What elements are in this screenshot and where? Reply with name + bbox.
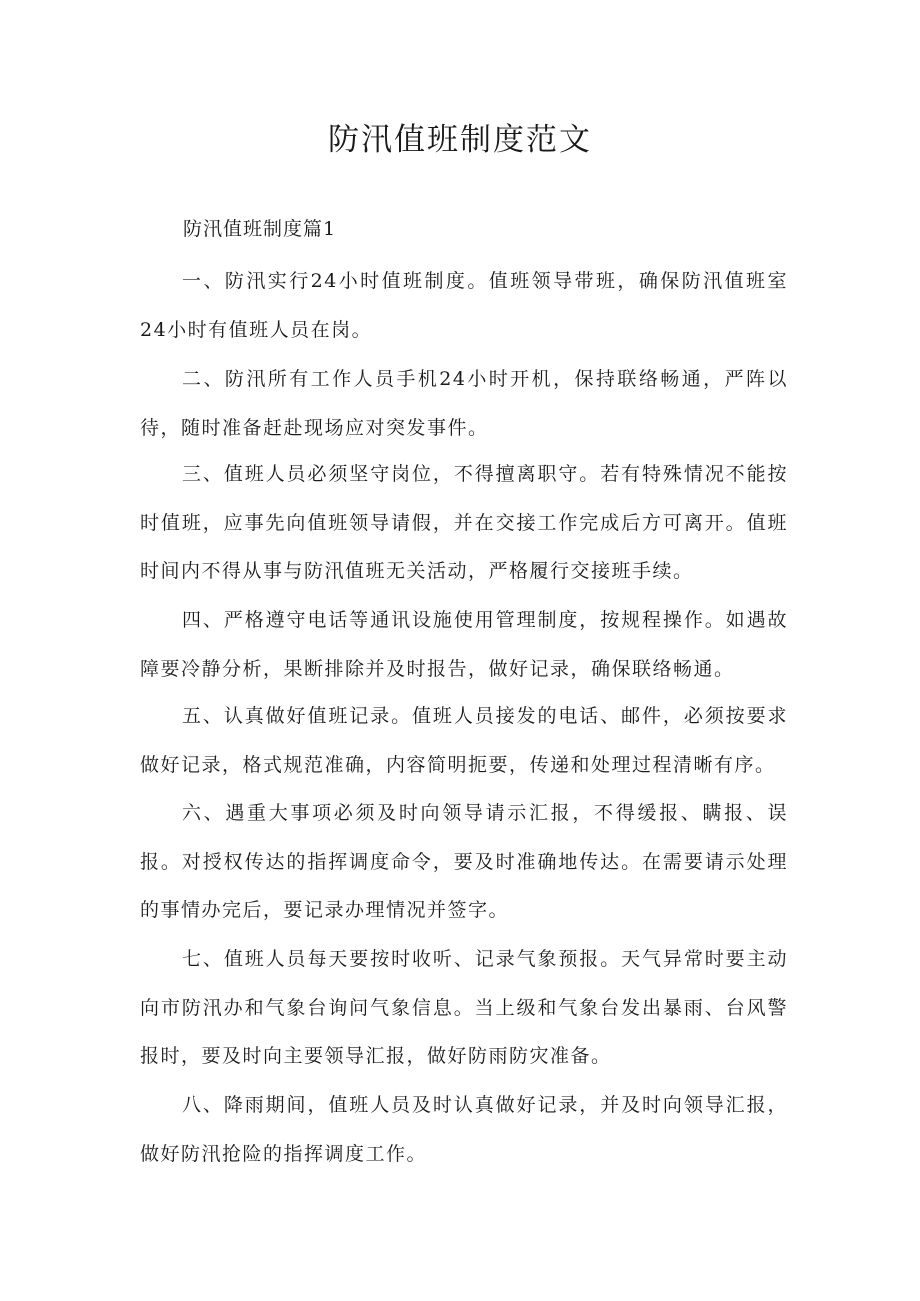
document-title: 防汛值班制度范文 xyxy=(328,122,592,158)
paragraph-6: 六、遇重大事项必须及时向领导请示汇报，不得缓报、瞒报、误报。对授权传达的指挥调度命令，要及时准确地传达。在需要请示处理的事情办完后，要记录办理情况并签字。 xyxy=(140,802,788,921)
paragraph-5: 五、认真做好值班记录。值班人员接发的电话、邮件，必须按要求做好记录，格式规范准确，内容简明扼要，传递和处理过程清晰有序。 xyxy=(140,705,788,776)
paragraph-8: 八、降雨期间，值班人员及时认真做好记录，并及时向领导汇报，做好防汛抢险的指挥调度工作。 xyxy=(140,1094,788,1165)
paragraph-4: 四、严格遵守电话等通讯设施使用管理制度，按规程操作。如遇故障要冷静分析，果断排除并及时报告，做好记录，确保联络畅通。 xyxy=(140,609,788,680)
paragraph-7: 七、值班人员每天要按时收听、记录气象预报。天气异常时要主动向市防汛办和气象台询问气象信息。当上级和气象台发出暴雨、台风警报时，要及时向主要领导汇报，做好防雨防灾准备。 xyxy=(140,948,788,1067)
paragraph-3: 三、值班人员必须坚守岗位，不得擅离职守。若有特殊情况不能按时值班，应事先向值班领导请假，并在交接工作完成后方可离开。值班时间内不得从事与防汛值班无关活动，严格履行交接班手续。 xyxy=(140,463,788,582)
paragraph-2: 二、防汛所有工作人员手机24小时开机，保持联络畅通，严阵以待，随时准备赶赴现场应对突发事件。 xyxy=(140,368,788,439)
section-heading: 防汛值班制度篇1 xyxy=(183,218,337,240)
paragraph-1: 一、防汛实行24小时值班制度。值班领导带班，确保防汛值班室24小时有值班人员在岗。 xyxy=(140,270,788,341)
